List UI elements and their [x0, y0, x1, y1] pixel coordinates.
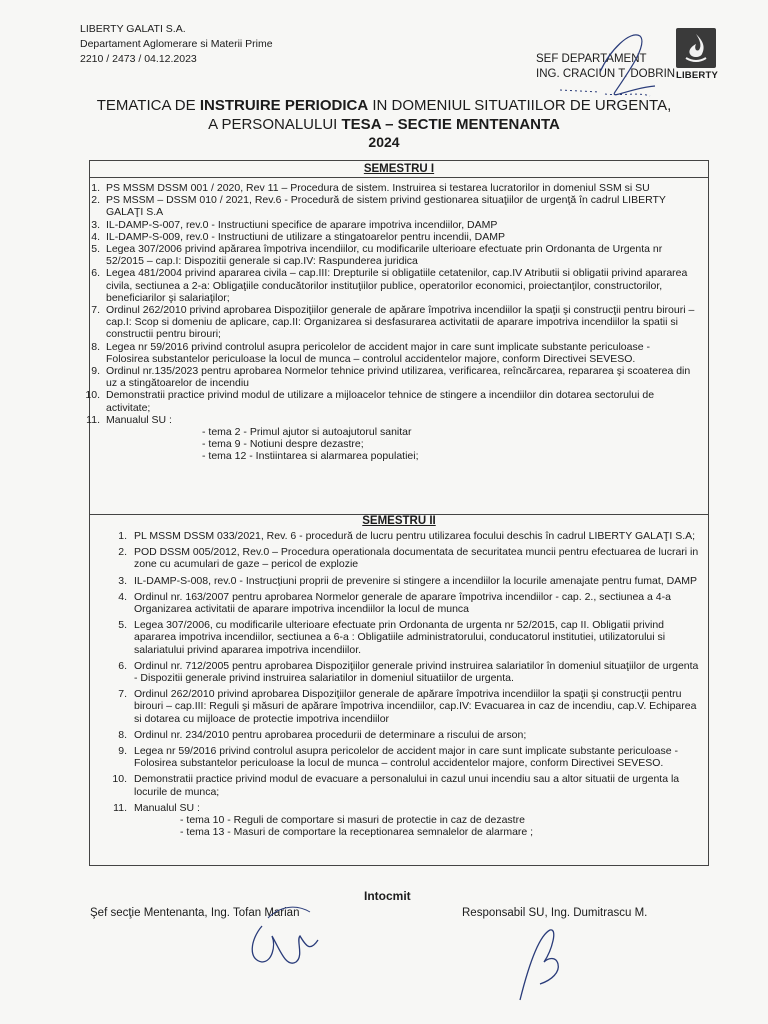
title-line-1 [60, 96, 708, 115]
list-item: 6. Ordinul nr. 712/2005 pentru aprobarea Dispoziţiilor generale privind instruirea salariatilor în domeniul situaţiilor de urgenta - Dispozitii generale privind instruirea salariatilor in domeniul situatiilor de urgenta. [118, 659, 699, 685]
document-year: 2024 [368, 134, 400, 150]
title-part-bold: INSTRUIRE PERIODICA [199, 97, 369, 114]
document-reference: 2210 / 2473 / 04.12.2023 [80, 53, 197, 65]
list-item: 8. Ordinul nr. 234/2010 pentru aprobarea procedurii de determinare a riscului de arson; [118, 728, 527, 741]
semester-2-heading: SEMESTRU II [362, 515, 436, 527]
list-item: 5. Legea 307/2006, cu modificarile ulterioare efectuate prin Ordonanta de urgenta nr 52/2015, cap II. Obligatii privind apararea impotriva incendiilor, sectiunea a 6-a : Obligatiile administratorului, conducatorul institutiei, utilizatorului si salariatului privind apararea impotriva incendiilor. [118, 619, 666, 656]
list-item: 9. Ordinul nr.135/2023 pentru aprobarea Normelor tehnice privind utilizarea, verificarea, reîncărcarea, repararea şi scoaterea din uz a stingătoarelor de incendiu [91, 365, 691, 390]
approver-name: ING. CRACIUN T. DOBRIN [536, 68, 676, 80]
sub-item: - tema 12 - Instiintarea si alarmarea populatiei; [202, 450, 419, 463]
list-item: 4. IL-DAMP-S-009, rev.0 - Instructiuni de utilizare a stingatoarelor pentru incendii, DAMP [91, 230, 505, 243]
list-item: 1. PS MSSM DSSM 001 / 2020, Rev 11 – Procedura de sistem. Instruirea si testarea lucratorilor in domeniul SSM si SU [91, 182, 650, 194]
list-item: 8. Legea nr 59/2016 privind controlul asupra pericolelor de accident major in care sunt implicate substante periculoase - Folosirea substantelor periculoase la locul de munca – controlul accidentelor majore, conform Directivei SEVESO. [91, 340, 650, 365]
sub-item: - tema 13 - Masuri de comportare la receptionarea semnalelor de alarmare ; [180, 826, 534, 839]
topics-table [85, 160, 709, 866]
department-name: Departament Aglomerare si Materii Prime [80, 38, 273, 50]
company-name: LIBERTY GALATI S.A. [80, 23, 186, 35]
company-header [80, 22, 273, 67]
list-item: 7. Ordinul 262/2010 privind aprobarea Dispoziţiilor generale de apărare împotriva incendiilor la spaţii şi construcţii pentru birouri – cap.III: Reguli şi măsuri de apărare împotriva incendiilor, cap.IV: Evacuarea in caz de incendiu, cap.V. Echiparea si dotarea cu mijloace de protectie impotriva incendiilor [118, 688, 697, 725]
list-item: 11. Manualul SU : [113, 801, 200, 814]
title-part-bold: TESA – SECTIE MENTENANTA [341, 116, 560, 133]
title-part: IN DOMENIUL SITUATIILOR DE URGENTA, [368, 97, 672, 114]
title-part: A PERSONALULUI [208, 116, 342, 133]
semester-2-list [90, 530, 708, 838]
list-item: 3. IL-DAMP-S-007, rev.0 - Instructiuni specifice de aparare impotriva incendiilor, DAMP [91, 218, 498, 231]
title-line-2 [60, 115, 708, 134]
right-signer: Responsabil SU, Ing. Dumitrascu M. [462, 907, 648, 919]
list-item: 7. Ordinul 262/2010 privind aprobarea Dispoziţiilor generale de apărare împotriva incendiilor la spaţii şi construcţii pentru birouri – cap.I: Scop si domeniu de aplicare, cap.II: Organizarea si desfasurarea activitatii de aparare impotriva incendiilor la spatii si constructii pentru birouri; [91, 304, 695, 341]
approver-title: SEF DEPARTAMENT [536, 53, 647, 65]
logo-text: LIBERTY [675, 70, 719, 81]
prepared-by-label: Intocmit [364, 889, 411, 903]
approval-block [536, 52, 675, 82]
liberty-logo-icon [676, 28, 716, 68]
sub-item: - tema 9 - Notiuni despre dezastre; [202, 438, 364, 451]
sub-item: - tema 10 - Reguli de comportare si masuri de protectie in caz de dezastre [180, 814, 525, 827]
divider [90, 177, 708, 178]
left-signature [252, 926, 318, 963]
list-item: 6. Legea 481/2004 privind apararea civila – cap.III: Drepturile si obligatiile cetatenilor, cap.IV Atributii si obligatii privind apararea civila, sectiunea a 2-a: Obligaţiile conducătorilor instituţiilor publice, operatorilor economici, proiectanţilor, constructorilor, beneficiarilor şi salariaţilor; [91, 267, 688, 304]
list-item: 10. Demonstratii practice privind modul de utilizare a mijloacelor tehnice de stingere a incendiilor din dotarea sectorului de activitate; [85, 389, 655, 414]
semester-1-list [85, 182, 708, 463]
document-title [60, 96, 708, 134]
list-item: 1. PL MSSM DSSM 033/2021, Rev. 6 - procedură de lucru pentru utilizarea focului deschis în cadrul LIBERTY GALAŢI S.A; [118, 530, 696, 542]
list-item: 9. Legea nr 59/2016 privind controlul asupra pericolelor de accident major in care sunt implicate substante periculoase - Folosirea substantelor periculoase la locul de munca – controlul accidentelor majore, conform Directivei SEVESO. [118, 745, 678, 770]
list-item: 10. Demonstratii practice privind modul de evacuare a personalului in cazul unui incendiu sau a altor situatii de urgenta la locurile de munca; [112, 773, 680, 798]
list-item: 2. PS MSSM – DSSM 010 / 2021, Rev.6 - Procedură de sistem privind gestionarea situaţiilor de urgenţă în cadrul LIBERTY GALAŢI S.A [91, 194, 666, 219]
list-item: 5. Legea 307/2006 privind apărarea împotriva incendiilor, cu modificarile ulterioare efectuate prin Ordonanta de Urgenta nr 52/2015 – cap.I: Dispozitii generale si cap.IV: Raspunderea juridica [91, 243, 663, 268]
left-signer: Şef secţie Mentenanta, Ing. Tofan Marian [90, 907, 300, 919]
sub-item: - tema 2 - Primul ajutor si autoajutorul sanitar [202, 426, 412, 439]
right-signature [520, 930, 558, 1000]
list-item: 4. Ordinul nr. 163/2007 pentru aprobarea Normelor generale de aparare împotriva incendiilor - cap. 2., sectiunea a 4-a Organizarea activitatii de aparare impotriva incendiilor la locul de munca [118, 590, 671, 616]
list-item: 2. POD DSSM 005/2012, Rev.0 – Procedura operationala documentata de securitatea muncii pentru efectuarea de lucrari in zone cu acumulari de gaze – pericol de explozie [118, 546, 699, 571]
title-part: TEMATICA DE [96, 97, 200, 114]
list-item: 11. Manualul SU : [86, 413, 172, 426]
semester-1-heading: SEMESTRU I [363, 163, 435, 175]
list-item: 3. IL-DAMP-S-008, rev.0 - Instrucţiuni proprii de prevenire si stingere a incendiilor la locurile amenajate pentru fumat, DAMP [118, 574, 697, 587]
